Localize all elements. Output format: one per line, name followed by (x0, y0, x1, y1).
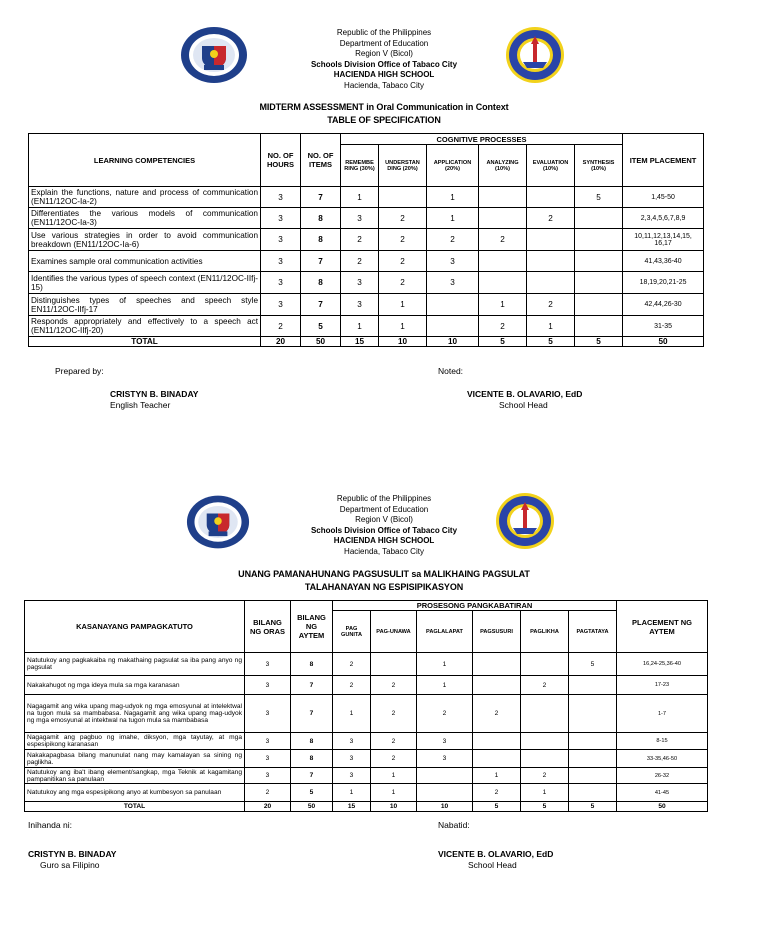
prepared-by-label: Inihanda ni: (28, 820, 72, 830)
header-school: HACIENDA HIGH SCHOOL (333, 70, 435, 79)
c6-cell: 5 (569, 653, 617, 676)
document-title (150, 101, 618, 127)
header-republic: Republic of the Philippines (336, 494, 432, 503)
header-placement: PLACEMENT NG AYTEM (617, 601, 708, 653)
c4-cell (479, 272, 527, 294)
items-cell: 8 (301, 208, 341, 229)
items-cell: 5 (291, 784, 333, 802)
hours-cell: 3 (245, 676, 291, 695)
items-cell: 8 (291, 653, 333, 676)
hours-cell: 3 (261, 272, 301, 294)
table-row (25, 784, 708, 802)
competency-cell: Distinguishes types of speeches and speech style EN11/12OC-IIfj-17 (29, 294, 261, 316)
total-c4: 5 (479, 337, 527, 347)
c2-cell: 2 (379, 229, 427, 251)
hours-cell: 3 (245, 653, 291, 676)
c4-cell (479, 251, 527, 272)
competency-cell: Nakakahugot ng mga ideya mula sa mga karanasan (25, 676, 245, 695)
c2-cell: 2 (371, 676, 417, 695)
tos-title: TABLE OF SPECIFICATION (327, 115, 441, 125)
c6-cell (569, 733, 617, 750)
tos-title: TALAHANAYAN NG ESPISIPIKASYON (304, 582, 464, 592)
c1-cell: 2 (333, 653, 371, 676)
items-cell: 7 (301, 187, 341, 208)
c4-cell (473, 676, 521, 695)
total-c4: 5 (473, 802, 521, 812)
table-row (29, 316, 704, 337)
placement-cell: 18,19,20,21-25 (623, 272, 704, 294)
total-row (25, 802, 708, 812)
competency-cell: Examines sample oral communication activities (29, 251, 261, 272)
preparer-name: CRISTYN B. BINADAY (110, 389, 199, 399)
hours-cell: 3 (261, 229, 301, 251)
header-school: HACIENDA HIGH SCHOOL (333, 536, 435, 545)
c3-cell: 1 (427, 187, 479, 208)
total-c6: 5 (569, 802, 617, 812)
c5-cell (521, 750, 569, 768)
table-row (29, 208, 704, 229)
school-head-title: School Head (499, 400, 548, 410)
table-row (29, 229, 704, 251)
items-cell: 7 (291, 695, 333, 733)
c6-cell (569, 676, 617, 695)
c4-cell (473, 653, 521, 676)
exam-title: UNANG PAMANAHUNANG PAGSUSULIT sa MALIKHAING PAGSULAT (238, 569, 530, 579)
hours-cell: 3 (261, 294, 301, 316)
c3-cell (417, 784, 473, 802)
c1-cell: 1 (333, 695, 371, 733)
table-row (25, 676, 708, 695)
c4-cell: 2 (479, 229, 527, 251)
c2-cell: 2 (371, 750, 417, 768)
hours-cell: 2 (261, 316, 301, 337)
c3-cell: 3 (427, 251, 479, 272)
header-department: Department of Education (339, 504, 429, 514)
document-title (150, 568, 618, 594)
header-cognitive: PROSESONG PANGKABATIRAN (333, 601, 617, 611)
header-region: Region V (Bicol) (355, 515, 413, 524)
total-hours: 20 (245, 802, 291, 812)
c3-cell (427, 316, 479, 337)
total-label: TOTAL (25, 802, 245, 812)
placement-cell: 41-45 (617, 784, 708, 802)
hours-cell: 3 (261, 208, 301, 229)
hours-cell: 3 (261, 187, 301, 208)
header-items: BILANG NG AYTEM (291, 601, 333, 653)
hours-cell: 3 (261, 251, 301, 272)
c5-cell (521, 733, 569, 750)
c1-cell: 2 (333, 676, 371, 695)
tos-table-english (28, 133, 704, 347)
school-head-name: VICENTE B. OLAVARIO, EdD (467, 389, 583, 399)
total-c1: 15 (341, 337, 379, 347)
total-label: TOTAL (29, 337, 261, 347)
c6-cell: 5 (575, 187, 623, 208)
hours-cell: 2 (245, 784, 291, 802)
c4-cell: 2 (479, 316, 527, 337)
placement-cell: 17-23 (617, 676, 708, 695)
total-hours: 20 (261, 337, 301, 347)
table-row (25, 750, 708, 768)
c5-cell (527, 272, 575, 294)
table-row (25, 653, 708, 676)
preparer-name: CRISTYN B. BINADAY (28, 849, 117, 859)
c5-cell (521, 695, 569, 733)
c1-cell: 3 (333, 768, 371, 784)
c3-cell: 3 (417, 750, 473, 768)
header-items: NO. OF ITEMS (301, 134, 341, 187)
c2-cell: 2 (371, 695, 417, 733)
table-row (29, 187, 704, 208)
hours-cell: 3 (245, 750, 291, 768)
c1-cell: 2 (341, 251, 379, 272)
c2-cell: 2 (379, 208, 427, 229)
total-items: 50 (301, 337, 341, 347)
c5-cell: 1 (521, 784, 569, 802)
table-row (29, 294, 704, 316)
header-cognitive: COGNITIVE PROCESSES (341, 134, 623, 145)
items-cell: 8 (291, 733, 333, 750)
total-c1: 15 (333, 802, 371, 812)
header-pagtataya: PAGTATAYA (569, 611, 617, 653)
prepared-by-label: Prepared by: (55, 366, 104, 376)
letterhead (274, 28, 494, 91)
exam-title: MIDTERM ASSESSMENT in Oral Communication in Context (259, 102, 509, 112)
c6-cell (575, 272, 623, 294)
c5-cell (521, 653, 569, 676)
competency-cell: Nakakapagbasa bilang manunulat nang may kamalayan sa sining ng paglikha. (25, 750, 245, 768)
competency-cell: Natutukoy ang pagkakaiba ng makathaing pagsulat sa iba pang anyo ng pagsulat (25, 653, 245, 676)
header-division: Schools Division Office of Tabaco City (310, 525, 458, 535)
total-c3: 10 (427, 337, 479, 347)
header-hours: BILANG NG ORAS (245, 601, 291, 653)
competency-cell: Differentiates the various models of communication (EN11/12OC-Ia-3) (29, 208, 261, 229)
c1-cell: 3 (341, 272, 379, 294)
header-republic: Republic of the Philippines (336, 28, 432, 37)
deped-seal-icon (186, 494, 250, 550)
c2-cell: 1 (371, 768, 417, 784)
school-head-title: School Head (468, 860, 517, 870)
c3-cell: 3 (417, 733, 473, 750)
c3-cell (417, 768, 473, 784)
header-department: Department of Education (339, 38, 429, 48)
hours-cell: 3 (245, 733, 291, 750)
table-row (29, 272, 704, 294)
header-address: Hacienda, Tabaco City (344, 80, 424, 90)
c5-cell: 1 (527, 316, 575, 337)
total-row (29, 337, 704, 347)
total-c5: 5 (527, 337, 575, 347)
c1-cell: 3 (341, 294, 379, 316)
table-row (25, 768, 708, 784)
c1-cell: 3 (333, 750, 371, 768)
header-paglikha: PAGLIKHA (521, 611, 569, 653)
items-cell: 7 (291, 768, 333, 784)
c4-cell: 2 (473, 695, 521, 733)
c1-cell: 1 (333, 784, 371, 802)
competency-cell: Natutukoy ang iba't ibang element/sangkap, mga Teknik at kagamitang pampanitikan sa panulaan (25, 768, 245, 784)
c5-cell: 2 (527, 208, 575, 229)
placement-cell: 2,3,4,5,6,7,8,9 (623, 208, 704, 229)
preparer-title: Guro sa Filipino (40, 860, 100, 870)
total-items: 50 (291, 802, 333, 812)
header-synthesis: SYNTHESIS (10%) (575, 145, 623, 187)
placement-cell: 42,44,26-30 (623, 294, 704, 316)
c2-cell: 2 (371, 733, 417, 750)
placement-cell: 41,43,36-40 (623, 251, 704, 272)
items-cell: 7 (291, 676, 333, 695)
header-competencies: LEARNING COMPETENCIES (29, 134, 261, 187)
total-place: 50 (623, 337, 704, 347)
preparer-title: English Teacher (110, 400, 171, 410)
c2-cell (379, 187, 427, 208)
c2-cell (371, 653, 417, 676)
header-hours: NO. OF HOURS (261, 134, 301, 187)
c6-cell (569, 784, 617, 802)
c6-cell (569, 768, 617, 784)
header-remembering: REMEMBE RING (30%) (341, 145, 379, 187)
items-cell: 7 (301, 294, 341, 316)
c6-cell (575, 316, 623, 337)
school-head-name: VICENTE B. OLAVARIO, EdD (438, 849, 554, 859)
competency-cell: Responds appropriately and effectively to a speech act (EN11/12OC-IIfj-20) (29, 316, 261, 337)
competency-cell: Nagagamit ang pagbuo ng imahe, diksyon, mga tayutay, at mga espesipikong karanasan (25, 733, 245, 750)
table-row (25, 733, 708, 750)
header-understanding: UNDERSTAN DING (20%) (379, 145, 427, 187)
hours-cell: 3 (245, 695, 291, 733)
c4-cell: 1 (473, 768, 521, 784)
c2-cell: 2 (379, 251, 427, 272)
c6-cell (575, 294, 623, 316)
total-c3: 10 (417, 802, 473, 812)
deped-seal-icon (180, 26, 248, 84)
c2-cell: 1 (379, 294, 427, 316)
c3-cell: 1 (417, 653, 473, 676)
c2-cell: 2 (379, 272, 427, 294)
placement-cell: 1-7 (617, 695, 708, 733)
header-paglalapat: PAGLALAPAT (417, 611, 473, 653)
c4-cell (479, 208, 527, 229)
c5-cell: 2 (521, 676, 569, 695)
total-c2: 10 (379, 337, 427, 347)
header-division: Schools Division Office of Tabaco City (310, 59, 458, 69)
placement-cell: 33-35,46-50 (617, 750, 708, 768)
competency-cell: Explain the functions, nature and process of communication (EN11/12OC-Ia-2) (29, 187, 261, 208)
c2-cell: 1 (371, 784, 417, 802)
placement-cell: 16,24-25,36-40 (617, 653, 708, 676)
total-c5: 5 (521, 802, 569, 812)
c3-cell: 2 (417, 695, 473, 733)
c4-cell (473, 750, 521, 768)
placement-cell: 26-32 (617, 768, 708, 784)
c5-cell (527, 229, 575, 251)
competency-cell: Nagagamit ang wika upang mag-udyok ng mga emosyunal at intelektwal na tugon mula sa mambabasa. Nagagamit ang wika upang mag-udyok ng mga emosyunal at intektwal na tugon mula sa mambabasa (25, 695, 245, 733)
items-cell: 5 (301, 316, 341, 337)
placement-cell: 10,11,12,13,14,15, 16,17 (623, 229, 704, 251)
c4-cell: 2 (473, 784, 521, 802)
total-place: 50 (617, 802, 708, 812)
header-region: Region V (Bicol) (355, 49, 413, 58)
placement-cell: 31-35 (623, 316, 704, 337)
c5-cell (527, 187, 575, 208)
header-pagsusuri: PAGSUSURI (473, 611, 521, 653)
table-row (29, 251, 704, 272)
header-evaluation: EVALUATION (10%) (527, 145, 575, 187)
c5-cell (527, 251, 575, 272)
competency-cell: Use various strategies in order to avoid communication breakdown (EN11/12OC-Ia-6) (29, 229, 261, 251)
sdo-tabaco-seal-icon (495, 492, 555, 550)
c6-cell (575, 229, 623, 251)
c3-cell: 3 (427, 272, 479, 294)
c4-cell (479, 187, 527, 208)
header-competencies: KASANAYANG PAMPAGKATUTO (25, 601, 245, 653)
noted-label: Nabatid: (438, 820, 470, 830)
c3-cell (427, 294, 479, 316)
c2-cell: 1 (379, 316, 427, 337)
c1-cell: 3 (333, 733, 371, 750)
items-cell: 7 (301, 251, 341, 272)
c6-cell (569, 695, 617, 733)
c6-cell (575, 208, 623, 229)
tos-table-filipino (24, 600, 708, 812)
placement-cell: 1,45-50 (623, 187, 704, 208)
header-pag-gunita: PAG GUNITA (333, 611, 371, 653)
c3-cell: 2 (427, 229, 479, 251)
sdo-tabaco-seal-icon (505, 26, 565, 84)
c6-cell (569, 750, 617, 768)
c6-cell (575, 251, 623, 272)
header-address: Hacienda, Tabaco City (344, 546, 424, 556)
c1-cell: 2 (341, 229, 379, 251)
c1-cell: 3 (341, 208, 379, 229)
c1-cell: 1 (341, 316, 379, 337)
items-cell: 8 (291, 750, 333, 768)
total-c2: 10 (371, 802, 417, 812)
c4-cell: 1 (479, 294, 527, 316)
noted-label: Noted: (438, 366, 464, 376)
table-row (25, 695, 708, 733)
c5-cell: 2 (521, 768, 569, 784)
placement-cell: 8-15 (617, 733, 708, 750)
c3-cell: 1 (417, 676, 473, 695)
header-placement: ITEM PLACEMENT (623, 134, 704, 187)
letterhead (274, 494, 494, 557)
c4-cell (473, 733, 521, 750)
items-cell: 8 (301, 229, 341, 251)
c5-cell: 2 (527, 294, 575, 316)
c1-cell: 1 (341, 187, 379, 208)
c3-cell: 1 (427, 208, 479, 229)
total-c6: 5 (575, 337, 623, 347)
header-pag-unawa: PAG-UNAWA (371, 611, 417, 653)
competency-cell: Identifies the various types of speech context (EN11/12OC-IIfj-15) (29, 272, 261, 294)
header-analyzing: ANALYZING (10%) (479, 145, 527, 187)
hours-cell: 3 (245, 768, 291, 784)
items-cell: 8 (301, 272, 341, 294)
header-application: APPLICATION (20%) (427, 145, 479, 187)
competency-cell: Natutukoy ang mga espesipikong anyo at kumbesyon sa panulaan (25, 784, 245, 802)
